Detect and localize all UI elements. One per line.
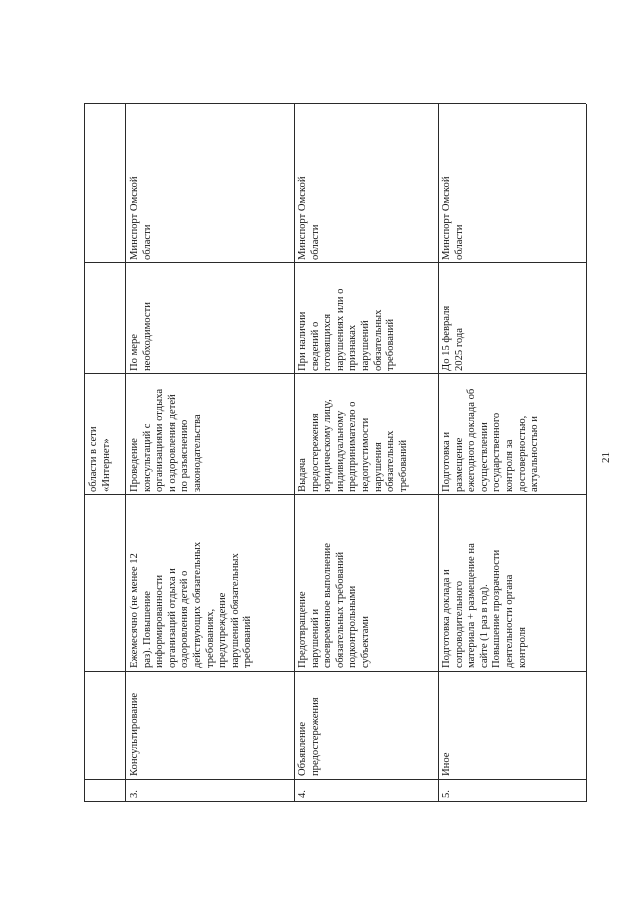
cell-measure: Проведение консультаций с организациями отдыха и оздоровления детей по разъяснению законодательства: [129, 388, 203, 492]
table-line: [438, 104, 439, 802]
table-line: [84, 104, 85, 802]
cell-num: 5.: [441, 790, 452, 798]
table-line: [84, 494, 586, 495]
cell-measure: Подготовка и размещение ежегодного доклада об осуществлении государственного контроля за достоверностью, актуальностью и: [441, 388, 541, 492]
cell-measure: области в сети «Интернет»: [88, 426, 112, 492]
cell-result: Ежемесячно (не менее 12 раз). Повышение информированности организаций отдыха и оздоровления детей о действующих обязательных требованиях, предупреждение нарушений обязательных требований: [129, 541, 254, 668]
cell-result: Предотвращение нарушений и своевременное выполнение обязательных требований подконтрольными субъектами: [297, 543, 371, 668]
table-line: [84, 262, 586, 263]
table-line: [84, 373, 586, 374]
cell-deadline: При наличии сведений о готовящихся нарушениях или о признаках нарушений обязательных требований: [297, 288, 397, 371]
table-line: [125, 104, 126, 802]
table-line: [294, 104, 295, 802]
cell-type: Объявление предостережения: [297, 697, 321, 776]
cell-result: Подготовка доклада и сопроводительного материала + размещение на сайте (1 раз в год). Повышение прозрачности деятельности органа контроля: [441, 543, 528, 668]
cell-type: Иное: [441, 752, 452, 776]
cell-num: 4.: [297, 790, 308, 798]
cell-responsible: Минспорт Омской области: [441, 176, 465, 260]
cell-deadline: До 15 февраля 2025 года: [441, 305, 465, 371]
cell-responsible: Минспорт Омской области: [129, 176, 153, 260]
cell-num: 3.: [129, 790, 140, 798]
cell-deadline: По мере необходимости: [129, 302, 153, 371]
table-line: [84, 801, 586, 802]
table-line: [84, 671, 586, 672]
cell-type: Консультирование: [129, 692, 140, 776]
table-line: [84, 103, 586, 104]
page-number: 21: [600, 452, 612, 463]
cell-measure: Выдача предостережения юридическому лицу, индивидуальному предпринимателю о недопустимости нарушения обязательных требований: [297, 399, 409, 492]
cell-responsible: Минспорт Омской области: [297, 176, 321, 260]
table-line: [84, 779, 586, 780]
table-line: [586, 104, 587, 802]
